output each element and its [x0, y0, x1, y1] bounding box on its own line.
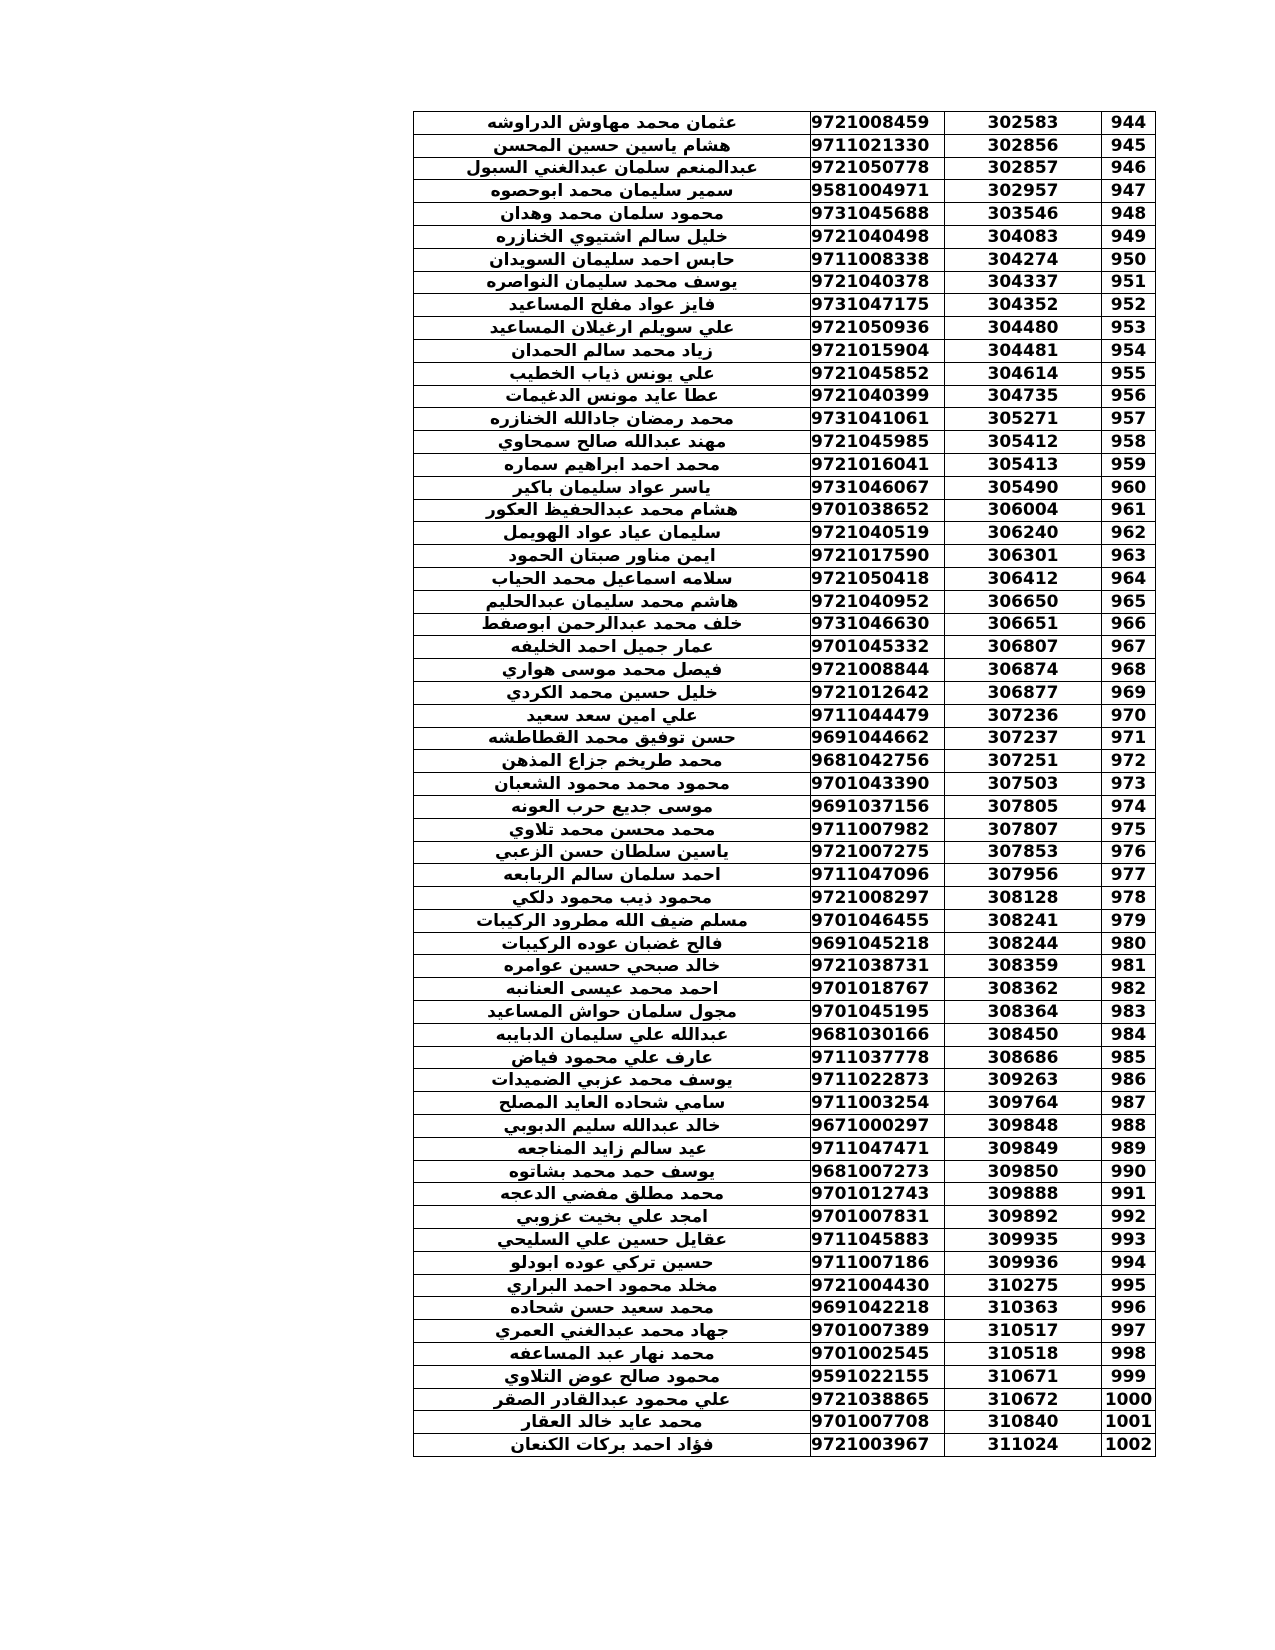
serial-number-cell: 946	[1102, 157, 1156, 180]
table-row	[414, 636, 1156, 659]
national-id-cell: 9721017590	[811, 545, 945, 568]
code-cell: 307807	[945, 818, 1102, 841]
table-row	[414, 773, 1156, 796]
name-cell: مسلم ضيف الله مطرود الركيبات	[414, 909, 811, 932]
national-id-cell: 9711007186	[811, 1251, 945, 1274]
code-cell: 309888	[945, 1183, 1102, 1206]
name-cell: امجد علي بخيت عزوبي	[414, 1206, 811, 1229]
code-cell: 304481	[945, 339, 1102, 362]
serial-number-cell: 966	[1102, 613, 1156, 636]
serial-number-cell: 974	[1102, 795, 1156, 818]
table-row	[414, 1274, 1156, 1297]
national-id-cell: 9711022873	[811, 1069, 945, 1092]
national-id-cell: 9711007982	[811, 818, 945, 841]
code-cell: 307251	[945, 750, 1102, 773]
code-cell: 309849	[945, 1137, 1102, 1160]
name-cell: سليمان عياد عواد الهويمل	[414, 522, 811, 545]
serial-number-cell: 975	[1102, 818, 1156, 841]
name-cell: محمد سعيد حسن شحاده	[414, 1297, 811, 1320]
table-row	[414, 522, 1156, 545]
name-cell: محمود سلمان محمد وهدان	[414, 203, 811, 226]
national-id-cell: 9711045883	[811, 1229, 945, 1252]
name-cell: مخلد محمود احمد البراري	[414, 1274, 811, 1297]
national-id-cell: 9701038652	[811, 499, 945, 522]
code-cell: 311024	[945, 1434, 1102, 1457]
code-cell: 309936	[945, 1251, 1102, 1274]
code-cell: 308241	[945, 909, 1102, 932]
code-cell: 308359	[945, 955, 1102, 978]
code-cell: 307503	[945, 773, 1102, 796]
code-cell: 307853	[945, 841, 1102, 864]
name-cell: محمد عايد خالد العقار	[414, 1411, 811, 1434]
serial-number-cell: 976	[1102, 841, 1156, 864]
national-id-cell: 9711047096	[811, 864, 945, 887]
table-row	[414, 1115, 1156, 1138]
table-row	[414, 1183, 1156, 1206]
national-id-cell: 9701007831	[811, 1206, 945, 1229]
national-id-cell: 9681007273	[811, 1160, 945, 1183]
table-row	[414, 978, 1156, 1001]
code-cell: 305412	[945, 431, 1102, 454]
name-cell: محمود صالح عوض التلاوي	[414, 1365, 811, 1388]
serial-number-cell: 972	[1102, 750, 1156, 773]
table-row	[414, 1411, 1156, 1434]
table-row	[414, 1046, 1156, 1069]
national-id-cell: 9691045218	[811, 932, 945, 955]
records-table-body	[414, 112, 1156, 1457]
national-id-cell: 9721040399	[811, 385, 945, 408]
name-cell: ايمن مناور صبتان الحمود	[414, 545, 811, 568]
table-row	[414, 841, 1156, 864]
serial-number-cell: 967	[1102, 636, 1156, 659]
national-id-cell: 9731046630	[811, 613, 945, 636]
serial-number-cell: 979	[1102, 909, 1156, 932]
serial-number-cell: 959	[1102, 453, 1156, 476]
national-id-cell: 9731047175	[811, 294, 945, 317]
serial-number-cell: 971	[1102, 727, 1156, 750]
national-id-cell: 9691044662	[811, 727, 945, 750]
national-id-cell: 9721016041	[811, 453, 945, 476]
serial-number-cell: 978	[1102, 887, 1156, 910]
serial-number-cell: 969	[1102, 681, 1156, 704]
name-cell: زياد محمد سالم الحمدان	[414, 339, 811, 362]
code-cell: 306877	[945, 681, 1102, 704]
name-cell: محمد طريخم جزاع المذهن	[414, 750, 811, 773]
serial-number-cell: 983	[1102, 1001, 1156, 1024]
code-cell: 302957	[945, 180, 1102, 203]
national-id-cell: 9721008297	[811, 887, 945, 910]
name-cell: ياسين سلطان حسن الزعبي	[414, 841, 811, 864]
national-id-cell: 9721012642	[811, 681, 945, 704]
table-row	[414, 1137, 1156, 1160]
name-cell: محمود ذيب محمود دلكي	[414, 887, 811, 910]
serial-number-cell: 1002	[1102, 1434, 1156, 1457]
name-cell: هشام ياسين حسين المحسن	[414, 134, 811, 157]
name-cell: فيصل محمد موسى هواري	[414, 659, 811, 682]
name-cell: جهاد محمد عبدالغني العمري	[414, 1320, 811, 1343]
serial-number-cell: 994	[1102, 1251, 1156, 1274]
code-cell: 310275	[945, 1274, 1102, 1297]
name-cell: حسين تركي عوده ابودلو	[414, 1251, 811, 1274]
name-cell: سمير سليمان محمد ابوحصوه	[414, 180, 811, 203]
national-id-cell: 9721008844	[811, 659, 945, 682]
code-cell: 304274	[945, 248, 1102, 271]
code-cell: 306412	[945, 567, 1102, 590]
serial-number-cell: 981	[1102, 955, 1156, 978]
serial-number-cell: 998	[1102, 1343, 1156, 1366]
table-row	[414, 909, 1156, 932]
table-row	[414, 1320, 1156, 1343]
code-cell: 306301	[945, 545, 1102, 568]
table-row	[414, 248, 1156, 271]
table-row	[414, 659, 1156, 682]
serial-number-cell: 958	[1102, 431, 1156, 454]
code-cell: 304083	[945, 225, 1102, 248]
name-cell: موسى جديع حرب العونه	[414, 795, 811, 818]
national-id-cell: 9701045332	[811, 636, 945, 659]
national-id-cell: 9721040378	[811, 271, 945, 294]
name-cell: خلف محمد عبدالرحمن ابوصفط	[414, 613, 811, 636]
serial-number-cell: 980	[1102, 932, 1156, 955]
name-cell: محمد محسن محمد تلاوي	[414, 818, 811, 841]
serial-number-cell: 960	[1102, 476, 1156, 499]
table-row	[414, 225, 1156, 248]
serial-number-cell: 1000	[1102, 1388, 1156, 1411]
code-cell: 304352	[945, 294, 1102, 317]
table-row	[414, 750, 1156, 773]
national-id-cell: 9591022155	[811, 1365, 945, 1388]
name-cell: احمد سلمان سالم الربابعه	[414, 864, 811, 887]
serial-number-cell: 995	[1102, 1274, 1156, 1297]
name-cell: خليل حسين محمد الكردي	[414, 681, 811, 704]
national-id-cell: 9701002545	[811, 1343, 945, 1366]
table-row	[414, 203, 1156, 226]
code-cell: 306651	[945, 613, 1102, 636]
serial-number-cell: 970	[1102, 704, 1156, 727]
code-cell: 309892	[945, 1206, 1102, 1229]
code-cell: 308128	[945, 887, 1102, 910]
code-cell: 310840	[945, 1411, 1102, 1434]
name-cell: محمد احمد ابراهيم سماره	[414, 453, 811, 476]
serial-number-cell: 973	[1102, 773, 1156, 796]
national-id-cell: 9721045985	[811, 431, 945, 454]
code-cell: 302856	[945, 134, 1102, 157]
records-table	[413, 111, 1156, 1457]
code-cell: 309935	[945, 1229, 1102, 1252]
serial-number-cell: 954	[1102, 339, 1156, 362]
code-cell: 308450	[945, 1023, 1102, 1046]
national-id-cell: 9701043390	[811, 773, 945, 796]
name-cell: عبدالله علي سليمان الدبايبه	[414, 1023, 811, 1046]
national-id-cell: 9721040519	[811, 522, 945, 545]
table-row	[414, 453, 1156, 476]
serial-number-cell: 987	[1102, 1092, 1156, 1115]
national-id-cell: 9711003254	[811, 1092, 945, 1115]
serial-number-cell: 944	[1102, 112, 1156, 135]
name-cell: مهند عبدالله صالح سمحاوي	[414, 431, 811, 454]
code-cell: 306874	[945, 659, 1102, 682]
table-row	[414, 1001, 1156, 1024]
serial-number-cell: 988	[1102, 1115, 1156, 1138]
serial-number-cell: 945	[1102, 134, 1156, 157]
name-cell: عقايل حسين علي السليحي	[414, 1229, 811, 1252]
national-id-cell: 9721050936	[811, 317, 945, 340]
name-cell: خليل سالم اشتيوي الخنازره	[414, 225, 811, 248]
national-id-cell: 9721007275	[811, 841, 945, 864]
table-row	[414, 1229, 1156, 1252]
table-row	[414, 431, 1156, 454]
serial-number-cell: 957	[1102, 408, 1156, 431]
name-cell: يوسف محمد سليمان النواصره	[414, 271, 811, 294]
table-row	[414, 317, 1156, 340]
national-id-cell: 9731041061	[811, 408, 945, 431]
name-cell: عيد سالم زايد المناجعه	[414, 1137, 811, 1160]
name-cell: عطا عايد مونس الدغيمات	[414, 385, 811, 408]
name-cell: عارف علي محمود فياض	[414, 1046, 811, 1069]
serial-number-cell: 956	[1102, 385, 1156, 408]
table-row	[414, 681, 1156, 704]
name-cell: عمار جميل احمد الخليفه	[414, 636, 811, 659]
serial-number-cell: 982	[1102, 978, 1156, 1001]
name-cell: علي محمود عبدالقادر الصقر	[414, 1388, 811, 1411]
serial-number-cell: 986	[1102, 1069, 1156, 1092]
national-id-cell: 9701046455	[811, 909, 945, 932]
table-row	[414, 1297, 1156, 1320]
national-id-cell: 9721045852	[811, 362, 945, 385]
table-row	[414, 339, 1156, 362]
serial-number-cell: 999	[1102, 1365, 1156, 1388]
name-cell: خالد صبحي حسين عوامره	[414, 955, 811, 978]
national-id-cell: 9711037778	[811, 1046, 945, 1069]
code-cell: 306650	[945, 590, 1102, 613]
serial-number-cell: 947	[1102, 180, 1156, 203]
table-row	[414, 545, 1156, 568]
table-row	[414, 567, 1156, 590]
name-cell: محمد نهار عبد المساعفه	[414, 1343, 811, 1366]
national-id-cell: 9701012743	[811, 1183, 945, 1206]
name-cell: سامي شحاده العايد المصلح	[414, 1092, 811, 1115]
table-row	[414, 294, 1156, 317]
code-cell: 309850	[945, 1160, 1102, 1183]
name-cell: هشام محمد عبدالحفيظ العكور	[414, 499, 811, 522]
name-cell: سلامه اسماعيل محمد الحياب	[414, 567, 811, 590]
name-cell: يوسف حمد محمد بشاتوه	[414, 1160, 811, 1183]
national-id-cell: 9711021330	[811, 134, 945, 157]
name-cell: حابس احمد سليمان السويدان	[414, 248, 811, 271]
table-row	[414, 1251, 1156, 1274]
national-id-cell: 9721008459	[811, 112, 945, 135]
table-row	[414, 818, 1156, 841]
table-row	[414, 864, 1156, 887]
serial-number-cell: 984	[1102, 1023, 1156, 1046]
national-id-cell: 9731045688	[811, 203, 945, 226]
national-id-cell: 9721040498	[811, 225, 945, 248]
national-id-cell: 9691042218	[811, 1297, 945, 1320]
serial-number-cell: 992	[1102, 1206, 1156, 1229]
national-id-cell: 9721015904	[811, 339, 945, 362]
serial-number-cell: 965	[1102, 590, 1156, 613]
national-id-cell: 9721050778	[811, 157, 945, 180]
code-cell: 304614	[945, 362, 1102, 385]
national-id-cell: 9721050418	[811, 567, 945, 590]
table-row	[414, 271, 1156, 294]
serial-number-cell: 997	[1102, 1320, 1156, 1343]
national-id-cell: 9721038731	[811, 955, 945, 978]
serial-number-cell: 961	[1102, 499, 1156, 522]
table-row	[414, 476, 1156, 499]
serial-number-cell: 950	[1102, 248, 1156, 271]
name-cell: محمد رمضان جادالله الخنازره	[414, 408, 811, 431]
table-row	[414, 1343, 1156, 1366]
serial-number-cell: 955	[1102, 362, 1156, 385]
table-row	[414, 1023, 1156, 1046]
code-cell: 309263	[945, 1069, 1102, 1092]
code-cell: 308244	[945, 932, 1102, 955]
code-cell: 308362	[945, 978, 1102, 1001]
serial-number-cell: 991	[1102, 1183, 1156, 1206]
code-cell: 310517	[945, 1320, 1102, 1343]
code-cell: 307805	[945, 795, 1102, 818]
national-id-cell: 9721038865	[811, 1388, 945, 1411]
table-row	[414, 1365, 1156, 1388]
name-cell: محمود محمد محمود الشعبان	[414, 773, 811, 796]
code-cell: 305413	[945, 453, 1102, 476]
code-cell: 309848	[945, 1115, 1102, 1138]
name-cell: هاشم محمد سليمان عبدالحليم	[414, 590, 811, 613]
code-cell: 307236	[945, 704, 1102, 727]
national-id-cell: 9701007708	[811, 1411, 945, 1434]
table-row	[414, 704, 1156, 727]
table-row	[414, 408, 1156, 431]
table-row	[414, 727, 1156, 750]
table-row	[414, 1092, 1156, 1115]
national-id-cell: 9701018767	[811, 978, 945, 1001]
national-id-cell: 9691037156	[811, 795, 945, 818]
code-cell: 304337	[945, 271, 1102, 294]
code-cell: 304735	[945, 385, 1102, 408]
table-row	[414, 499, 1156, 522]
national-id-cell: 9701007389	[811, 1320, 945, 1343]
serial-number-cell: 985	[1102, 1046, 1156, 1069]
code-cell: 307237	[945, 727, 1102, 750]
code-cell: 309764	[945, 1092, 1102, 1115]
national-id-cell: 9721003967	[811, 1434, 945, 1457]
serial-number-cell: 977	[1102, 864, 1156, 887]
national-id-cell: 9681030166	[811, 1023, 945, 1046]
name-cell: خالد عبدالله سليم الدبوبي	[414, 1115, 811, 1138]
national-id-cell: 9711047471	[811, 1137, 945, 1160]
national-id-cell: 9731046067	[811, 476, 945, 499]
table-row	[414, 955, 1156, 978]
code-cell: 306240	[945, 522, 1102, 545]
table-row	[414, 1388, 1156, 1411]
serial-number-cell: 1001	[1102, 1411, 1156, 1434]
national-id-cell: 9701045195	[811, 1001, 945, 1024]
table-row	[414, 362, 1156, 385]
serial-number-cell: 963	[1102, 545, 1156, 568]
national-id-cell: 9671000297	[811, 1115, 945, 1138]
name-cell: مجول سلمان حواش المساعيد	[414, 1001, 811, 1024]
name-cell: احمد محمد عيسى العنانبه	[414, 978, 811, 1001]
table-row	[414, 180, 1156, 203]
serial-number-cell: 993	[1102, 1229, 1156, 1252]
name-cell: فؤاد احمد بركات الكنعان	[414, 1434, 811, 1457]
name-cell: علي يونس ذياب الخطيب	[414, 362, 811, 385]
name-cell: عبدالمنعم سلمان عبدالغني السبول	[414, 157, 811, 180]
serial-number-cell: 968	[1102, 659, 1156, 682]
serial-number-cell: 952	[1102, 294, 1156, 317]
serial-number-cell: 989	[1102, 1137, 1156, 1160]
serial-number-cell: 953	[1102, 317, 1156, 340]
code-cell: 302857	[945, 157, 1102, 180]
code-cell: 306807	[945, 636, 1102, 659]
serial-number-cell: 964	[1102, 567, 1156, 590]
serial-number-cell: 948	[1102, 203, 1156, 226]
table-row	[414, 795, 1156, 818]
table-row	[414, 1206, 1156, 1229]
serial-number-cell: 951	[1102, 271, 1156, 294]
name-cell: حسن توفيق محمد القطاطشه	[414, 727, 811, 750]
table-row	[414, 1160, 1156, 1183]
serial-number-cell: 962	[1102, 522, 1156, 545]
code-cell: 305490	[945, 476, 1102, 499]
name-cell: فالح غضبان عوده الركيبات	[414, 932, 811, 955]
code-cell: 310671	[945, 1365, 1102, 1388]
code-cell: 308364	[945, 1001, 1102, 1024]
name-cell: محمد مطلق مفضي الدعجه	[414, 1183, 811, 1206]
table-row	[414, 932, 1156, 955]
code-cell: 307956	[945, 864, 1102, 887]
code-cell: 310672	[945, 1388, 1102, 1411]
national-id-cell: 9681042756	[811, 750, 945, 773]
table-row	[414, 157, 1156, 180]
table-row	[414, 134, 1156, 157]
national-id-cell: 9721040952	[811, 590, 945, 613]
name-cell: علي امين سعد سعيد	[414, 704, 811, 727]
serial-number-cell: 949	[1102, 225, 1156, 248]
name-cell: عثمان محمد مهاوش الدراوشه	[414, 112, 811, 135]
code-cell: 305271	[945, 408, 1102, 431]
table-row	[414, 613, 1156, 636]
code-cell: 304480	[945, 317, 1102, 340]
code-cell: 310518	[945, 1343, 1102, 1366]
name-cell: فايز عواد مفلح المساعيد	[414, 294, 811, 317]
table-row	[414, 385, 1156, 408]
serial-number-cell: 996	[1102, 1297, 1156, 1320]
national-id-cell: 9711008338	[811, 248, 945, 271]
national-id-cell: 9721004430	[811, 1274, 945, 1297]
table-row	[414, 590, 1156, 613]
national-id-cell: 9711044479	[811, 704, 945, 727]
name-cell: علي سويلم ارغيلان المساعيد	[414, 317, 811, 340]
table-row	[414, 1069, 1156, 1092]
national-id-cell: 9581004971	[811, 180, 945, 203]
code-cell: 302583	[945, 112, 1102, 135]
table-row	[414, 112, 1156, 135]
code-cell: 308686	[945, 1046, 1102, 1069]
code-cell: 303546	[945, 203, 1102, 226]
table-row	[414, 887, 1156, 910]
code-cell: 310363	[945, 1297, 1102, 1320]
table-row	[414, 1434, 1156, 1457]
code-cell: 306004	[945, 499, 1102, 522]
name-cell: يوسف محمد عزبي الضميدات	[414, 1069, 811, 1092]
serial-number-cell: 990	[1102, 1160, 1156, 1183]
name-cell: ياسر عواد سليمان باكير	[414, 476, 811, 499]
